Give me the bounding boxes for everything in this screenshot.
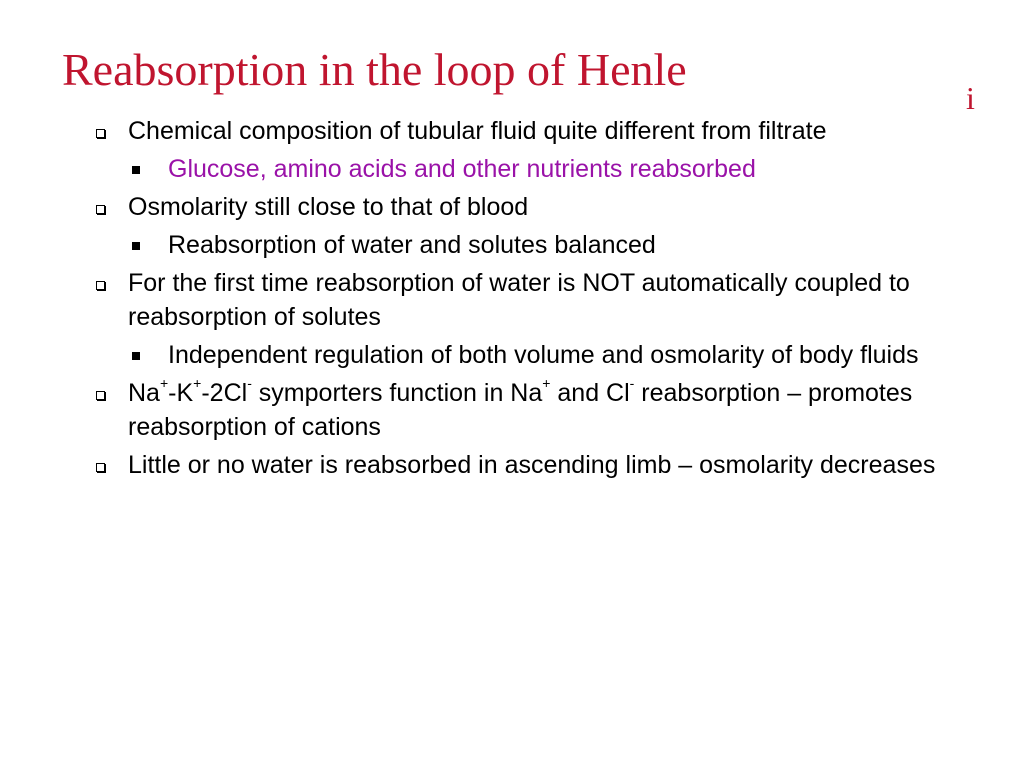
bullet-text: For the first time reabsorption of water is NOT automatically coupled to reabsorption of solutes <box>128 269 910 331</box>
bullet-text: Chemical composition of tubular fluid quite different from filtrate <box>128 117 827 145</box>
text-segment: Na <box>128 379 160 407</box>
superscript: + <box>193 374 202 391</box>
text-segment: reabsorption – promotes reabsorption of cations <box>128 379 913 441</box>
bullet-item <box>128 114 958 148</box>
bullet-item <box>128 448 958 482</box>
bullet-item <box>128 190 958 224</box>
text-segment: -K <box>168 379 194 407</box>
hollow-square-bullet-icon <box>96 463 105 472</box>
square-bullet-icon <box>132 242 140 250</box>
hollow-square-bullet-icon <box>96 281 105 290</box>
bullet-text: Little or no water is reabsorbed in ascending limb – osmolarity decreases <box>128 451 936 479</box>
text-segment: symporters function in Na <box>251 379 543 407</box>
superscript: + <box>159 374 169 391</box>
hollow-square-bullet-icon <box>96 391 105 400</box>
bullet-text: Reabsorption of water and solutes balanced <box>168 231 656 259</box>
text-segment: -2Cl <box>201 379 248 407</box>
slide-title: Reabsorption in the loop of Henle <box>62 44 687 95</box>
superscript: + <box>542 374 551 391</box>
hollow-square-bullet-icon <box>96 129 105 138</box>
title-suffix: i <box>966 80 975 116</box>
sub-bullet-item <box>168 338 958 372</box>
square-bullet-icon <box>132 166 140 174</box>
hollow-square-bullet-icon <box>96 205 105 214</box>
bullet-text <box>128 374 913 441</box>
bullet-item <box>128 266 958 334</box>
bullet-text: Osmolarity still close to that of blood <box>128 193 529 221</box>
sub-bullet-item <box>168 152 958 186</box>
square-bullet-icon <box>132 352 140 360</box>
superscript: - <box>247 374 252 391</box>
bullet-text: Independent regulation of both volume and osmolarity of body fluids <box>168 341 919 369</box>
superscript: - <box>629 374 635 391</box>
text-segment: and Cl <box>550 379 630 407</box>
bullet-list <box>0 114 1024 486</box>
bullet-text: Glucose, amino acids and other nutrients reabsorbed <box>168 155 756 183</box>
sub-bullet-item <box>168 228 958 262</box>
bullet-item <box>128 376 958 444</box>
